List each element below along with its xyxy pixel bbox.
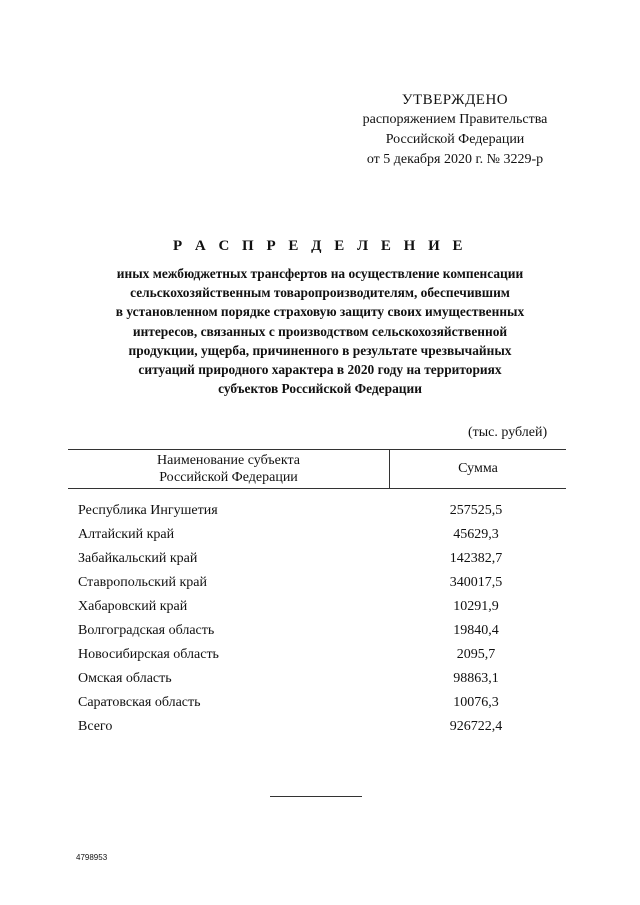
subtitle-line: субъектов Российской Федерации [218, 381, 422, 397]
document-title: Р А С П Р Е Д Е Л Е Н И Е [172, 238, 467, 254]
table-row [78, 691, 548, 715]
total-value: 926722,4 [449, 719, 503, 734]
header-subject-name [68, 450, 390, 488]
row-value: 142382,7 [449, 551, 503, 566]
approval-line-country: Российской Федерации [385, 132, 525, 147]
table-row [78, 571, 548, 595]
total-label: Всего [78, 719, 113, 734]
table-row [78, 595, 548, 619]
table-row [78, 643, 548, 667]
row-value: 257525,5 [449, 503, 503, 518]
table-body [78, 499, 548, 739]
row-name: Ставропольский край [78, 575, 207, 590]
row-value: 10291,9 [453, 599, 499, 614]
subtitle-line: в установленном порядке страховую защиту своих имущественных [115, 304, 525, 320]
table-row [78, 499, 548, 523]
document-number: 4798953 [76, 853, 108, 862]
subtitle-line: иных межбюджетных трансфертов на осуществление компенсации [116, 266, 524, 281]
header-subject-line1: Наименование субъекта [157, 453, 300, 468]
row-value: 19840,4 [453, 623, 499, 638]
row-value: 98863,1 [453, 671, 499, 686]
row-name: Республика Ингушетия [78, 503, 218, 518]
table-header [68, 449, 566, 489]
row-name: Алтайский край [78, 527, 175, 542]
approval-heading: УТВЕРЖДЕНО [401, 92, 509, 108]
header-sum: Сумма [458, 461, 498, 476]
document-subtitle [70, 264, 570, 398]
row-value: 10076,3 [453, 695, 499, 710]
table-row [78, 619, 548, 643]
subtitle-line: сельскохозяйственным товаропроизводителям, обеспечившим [130, 285, 510, 301]
unit-note: (тыс. рублей) [468, 425, 548, 440]
row-value: 45629,3 [453, 527, 499, 542]
end-rule [270, 796, 362, 797]
header-subject-line2: Российской Федерации [159, 470, 298, 485]
approval-line-date-number: от 5 декабря 2020 г. № 3229-р [366, 152, 544, 167]
row-name: Омская область [78, 671, 172, 686]
subtitle-line: интересов, связанных с производством сельскохозяйственной [132, 323, 508, 339]
row-value: 2095,7 [456, 647, 496, 662]
row-name: Новосибирская область [78, 647, 219, 662]
approval-block [330, 90, 580, 170]
table-row [78, 667, 548, 691]
row-value: 340017,5 [449, 575, 503, 590]
row-name: Забайкальский край [78, 551, 198, 566]
table-row [78, 547, 548, 571]
row-name: Хабаровский край [78, 599, 188, 614]
approval-line-authority: распоряжением Правительства [362, 112, 548, 127]
table-row-total [78, 715, 548, 739]
row-name: Саратовская область [78, 695, 201, 710]
row-name: Волгоградская область [78, 623, 215, 638]
subtitle-line: продукции, ущерба, причиненного в результате чрезвычайных [128, 342, 512, 358]
subtitle-line: ситуаций природного характера в 2020 году на территориях [138, 362, 502, 378]
table-row [78, 523, 548, 547]
